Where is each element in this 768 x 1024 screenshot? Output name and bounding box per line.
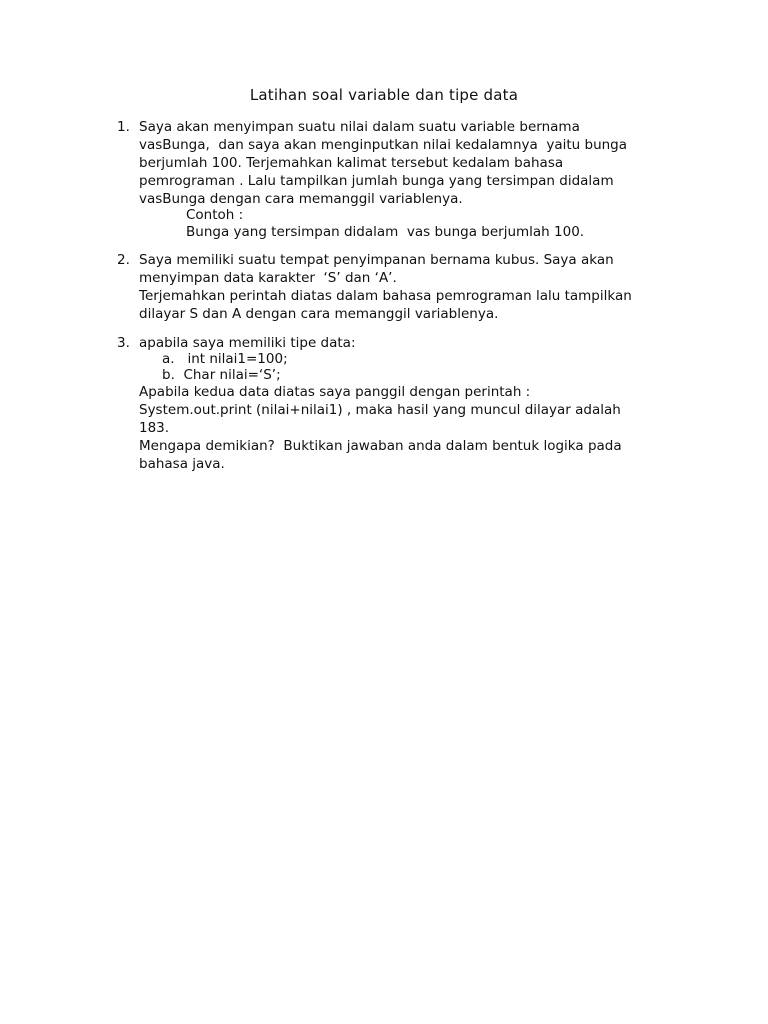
- question-1-line: pemrograman . Lalu tampilkan jumlah bunga yang tersimpan didalam: [139, 173, 614, 189]
- question-1: [139, 118, 679, 240]
- question-3: [139, 334, 679, 473]
- question-3-line: bahasa java.: [139, 456, 225, 472]
- question-2-number: 2.: [117, 252, 130, 268]
- question-3-item-b: b. Char nilai=‘S’;: [162, 366, 281, 383]
- question-2-line: dilayar S dan A dengan cara memanggil variablenya.: [139, 306, 499, 322]
- question-1-example-label: Contoh :: [186, 207, 244, 223]
- question-2: [139, 251, 679, 323]
- question-1-line: Saya akan menyimpan suatu nilai dalam suatu variable bernama: [139, 119, 580, 135]
- question-3-item-a: a. int nilai1=100;: [162, 351, 288, 367]
- question-2-line: menyimpan data karakter ‘S’ dan ‘A’.: [139, 270, 397, 286]
- question-3-intro: apabila saya memiliki tipe data:: [139, 335, 356, 351]
- question-3-line: 183.: [139, 420, 170, 436]
- question-1-example-text: Bunga yang tersimpan didalam vas bunga berjumlah 100.: [186, 223, 585, 240]
- question-2-line: Terjemahkan perintah diatas dalam bahasa pemrograman lalu tampilkan: [139, 288, 632, 304]
- question-3-line: Apabila kedua data diatas saya panggil dengan perintah :: [139, 384, 531, 400]
- question-3-number: 3.: [117, 335, 130, 351]
- question-3-line: Mengapa demikian? Buktikan jawaban anda dalam bentuk logika pada: [139, 438, 622, 454]
- question-1-line: berjumlah 100. Terjemahkan kalimat tersebut kedalam bahasa: [139, 155, 564, 171]
- page-title: Latihan soal variable dan tipe data: [249, 86, 519, 104]
- question-1-line: vasBunga dengan cara memanggil variablenya.: [139, 191, 463, 207]
- question-3-line: System.out.print (nilai+nilai1) , maka hasil yang muncul dilayar adalah: [139, 402, 621, 418]
- question-1-line: vasBunga, dan saya akan menginputkan nilai kedalamnya yaitu bunga: [139, 137, 628, 153]
- question-2-line: Saya memiliki suatu tempat penyimpanan bernama kubus. Saya akan: [139, 252, 614, 268]
- question-1-number: 1.: [117, 119, 130, 135]
